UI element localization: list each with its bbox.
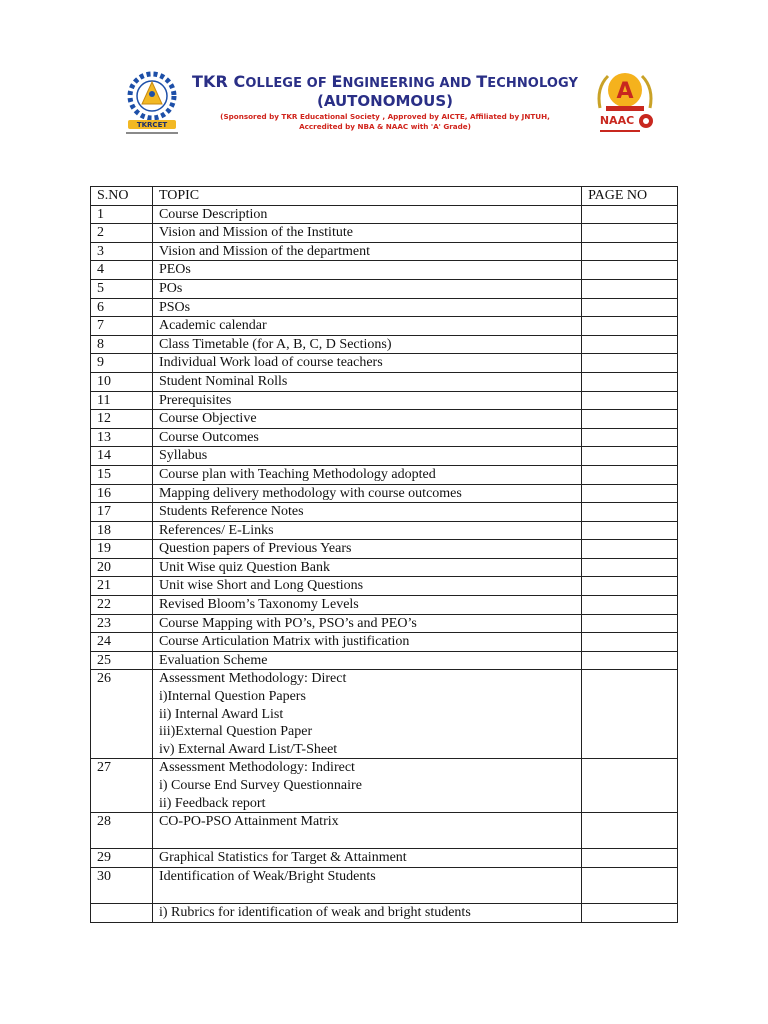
topic-cell <box>152 224 581 243</box>
topic-cell <box>152 596 581 615</box>
topic-cell <box>152 335 581 354</box>
topic-cell <box>152 428 581 447</box>
topic-line: References/ E-Links <box>158 522 274 538</box>
page-no-cell <box>582 521 678 540</box>
table-row <box>91 447 678 466</box>
sponsor-line-2: Accredited by NBA & NAAC with 'A' Grade) <box>299 122 471 131</box>
topic-line: ii) Feedback report <box>158 795 266 811</box>
topic-line: i)Internal Question Papers <box>158 689 306 705</box>
topic-line: Assessment Methodology: Indirect <box>158 760 355 776</box>
topic-line: Revised Bloom’s Taxonomy Levels <box>158 597 359 613</box>
topic-cell <box>152 317 581 336</box>
topic-line: CO-PO-PSO Attainment Matrix <box>158 814 339 830</box>
college-name-part: TKR C <box>191 72 246 91</box>
table-row <box>91 317 678 336</box>
table-row <box>91 354 678 373</box>
topic-line: Assessment Methodology: Direct <box>158 671 347 687</box>
table-header-row <box>91 187 678 206</box>
topic-line: Students Reference Notes <box>158 504 304 520</box>
topic-line: PSOs <box>158 299 191 315</box>
topic-line: Individual Work load of course teachers <box>158 355 383 371</box>
topic-cell <box>152 651 581 670</box>
table-row <box>91 484 678 503</box>
column-header-page-no: PAGE NO <box>582 187 678 206</box>
table-row <box>91 261 678 280</box>
sno-cell: 1 <box>91 205 153 224</box>
sno-cell: 18 <box>91 521 153 540</box>
sno-cell: 26 <box>91 670 153 759</box>
topic-line: Academic calendar <box>158 318 267 334</box>
table-row <box>91 670 678 759</box>
college-name-part: T <box>476 72 488 91</box>
topic-cell <box>152 279 581 298</box>
table-row <box>91 614 678 633</box>
topic-line: Unit wise Short and Long Questions <box>158 578 364 594</box>
topic-cell <box>152 447 581 466</box>
topic-line: Student Nominal Rolls <box>158 373 288 389</box>
topic-line: POs <box>158 280 183 296</box>
topic-cell <box>152 759 581 813</box>
topic-cell <box>152 391 581 410</box>
topic-cell <box>152 577 581 596</box>
topic-line: Course plan with Teaching Methodology adopted <box>158 466 436 482</box>
table-row <box>91 577 678 596</box>
page-no-cell <box>582 596 678 615</box>
topic-line: Course Articulation Matrix with justification <box>158 634 410 650</box>
college-name-part: ECHNOLOGY <box>487 76 579 91</box>
sno-cell: 19 <box>91 540 153 559</box>
page-no-cell <box>582 279 678 298</box>
sno-cell: 8 <box>91 335 153 354</box>
page-no-cell <box>582 558 678 577</box>
topic-cell <box>152 465 581 484</box>
table-row <box>91 279 678 298</box>
topic-cell <box>152 633 581 652</box>
table-row <box>91 372 678 391</box>
naac-logo-text: NAAC <box>599 114 635 127</box>
sno-cell: 17 <box>91 503 153 522</box>
page-no-cell <box>582 242 678 261</box>
page-no-cell <box>582 670 678 759</box>
table-row <box>91 298 678 317</box>
topic-line: Question papers of Previous Years <box>158 541 352 557</box>
letterhead <box>110 66 670 146</box>
topic-line: Evaluation Scheme <box>158 652 268 668</box>
sno-cell: 6 <box>91 298 153 317</box>
sno-cell: 5 <box>91 279 153 298</box>
topic-line: ii) Internal Award List <box>158 706 284 722</box>
table-row <box>91 904 678 923</box>
topic-line: i) Rubrics for identification of weak and bright students <box>158 905 471 921</box>
sno-cell <box>91 904 153 923</box>
sponsor-line-1: (Sponsored by TKR Educational Society , Approved by AICTE, Affiliated by JNTUH, <box>220 112 550 121</box>
topic-cell <box>152 867 581 903</box>
page-no-cell <box>582 540 678 559</box>
page-no-cell <box>582 503 678 522</box>
sno-cell: 9 <box>91 354 153 373</box>
sno-cell: 24 <box>91 633 153 652</box>
topic-line: Vision and Mission of the Institute <box>158 225 353 241</box>
column-header-sno: S.NO <box>91 187 153 206</box>
topic-line: Unit Wise quiz Question Bank <box>158 559 331 575</box>
topic-cell <box>152 558 581 577</box>
table-row <box>91 335 678 354</box>
table-row <box>91 224 678 243</box>
topic-line: Identification of Weak/Bright Students <box>158 868 376 884</box>
page-no-cell <box>582 335 678 354</box>
table-row <box>91 759 678 813</box>
page-no-cell <box>582 317 678 336</box>
page-no-cell <box>582 614 678 633</box>
topic-line <box>159 886 575 904</box>
page-no-cell <box>582 410 678 429</box>
table-row <box>91 465 678 484</box>
topic-line: Course Objective <box>158 411 257 427</box>
index-table <box>90 186 678 923</box>
page-no-cell <box>582 904 678 923</box>
sno-cell: 4 <box>91 261 153 280</box>
college-name-part: NGINEERING AND <box>342 76 477 91</box>
page-no-cell <box>582 298 678 317</box>
table-row <box>91 596 678 615</box>
table-row <box>91 391 678 410</box>
topic-cell <box>152 242 581 261</box>
topic-line <box>159 831 575 849</box>
table-row <box>91 633 678 652</box>
page-no-cell <box>582 391 678 410</box>
topic-line: Course Description <box>158 206 268 222</box>
college-name-part: E <box>331 72 343 91</box>
sno-cell: 14 <box>91 447 153 466</box>
sno-cell: 28 <box>91 813 153 849</box>
page-no-cell <box>582 465 678 484</box>
topic-cell <box>152 372 581 391</box>
page-no-cell <box>582 372 678 391</box>
page-no-cell <box>582 633 678 652</box>
topic-line: Course Mapping with PO’s, PSO’s and PEO’s <box>158 615 417 631</box>
table-row <box>91 867 678 903</box>
title-block <box>176 66 594 132</box>
sno-cell: 10 <box>91 372 153 391</box>
sno-cell: 12 <box>91 410 153 429</box>
page-no-cell <box>582 813 678 849</box>
sno-cell: 11 <box>91 391 153 410</box>
sno-cell: 30 <box>91 867 153 903</box>
table-row <box>91 205 678 224</box>
topic-line: Mapping delivery methodology with course outcomes <box>158 485 462 501</box>
sno-cell: 22 <box>91 596 153 615</box>
sno-cell: 16 <box>91 484 153 503</box>
page-no-cell <box>582 354 678 373</box>
sno-cell: 20 <box>91 558 153 577</box>
topic-cell <box>152 521 581 540</box>
topic-cell <box>152 614 581 633</box>
page-no-cell <box>582 447 678 466</box>
college-logo-text: TKRCET <box>136 121 168 129</box>
page-no-cell <box>582 205 678 224</box>
topic-line: iii)External Question Paper <box>158 724 313 740</box>
topic-cell <box>152 354 581 373</box>
page-no-cell <box>582 484 678 503</box>
page-no-cell <box>582 261 678 280</box>
table-row <box>91 849 678 868</box>
table-row <box>91 242 678 261</box>
page-no-cell <box>582 849 678 868</box>
topic-line: Prerequisites <box>158 392 232 408</box>
page-no-cell <box>582 577 678 596</box>
topic-cell <box>152 503 581 522</box>
topic-cell <box>152 670 581 759</box>
college-name-part: OLLEGE OF <box>245 76 332 91</box>
column-header-topic: TOPIC <box>152 187 581 206</box>
topic-cell <box>152 298 581 317</box>
autonomous-label: (AUTONOMOUS) <box>317 92 453 110</box>
topic-cell <box>152 813 581 849</box>
topic-line: PEOs <box>158 262 191 278</box>
table-row <box>91 410 678 429</box>
sno-cell: 27 <box>91 759 153 813</box>
sno-cell: 13 <box>91 428 153 447</box>
page-no-cell <box>582 224 678 243</box>
topic-cell <box>152 540 581 559</box>
table-row <box>91 540 678 559</box>
sno-cell: 7 <box>91 317 153 336</box>
sno-cell: 3 <box>91 242 153 261</box>
topic-line: Class Timetable (for A, B, C, D Sections) <box>158 336 392 352</box>
table-row <box>91 428 678 447</box>
sno-cell: 21 <box>91 577 153 596</box>
table-row <box>91 558 678 577</box>
topic-line: Syllabus <box>158 448 208 464</box>
topic-line: Graphical Statistics for Target & Attainment <box>158 850 407 866</box>
sno-cell: 23 <box>91 614 153 633</box>
topic-cell <box>152 904 581 923</box>
topic-line: Course Outcomes <box>158 429 259 445</box>
table-row <box>91 813 678 849</box>
topic-cell <box>152 205 581 224</box>
naac-logo <box>592 68 658 138</box>
table-row <box>91 651 678 670</box>
topic-cell <box>152 261 581 280</box>
sno-cell: 15 <box>91 465 153 484</box>
college-name <box>176 72 594 91</box>
page-no-cell <box>582 759 678 813</box>
college-logo <box>120 68 184 138</box>
table-row <box>91 503 678 522</box>
page-no-cell <box>582 651 678 670</box>
naac-grade-letter: A <box>616 79 634 104</box>
topic-cell <box>152 849 581 868</box>
page-no-cell <box>582 428 678 447</box>
table-row <box>91 521 678 540</box>
topic-line: Vision and Mission of the department <box>158 243 371 259</box>
sno-cell: 25 <box>91 651 153 670</box>
topic-cell <box>152 410 581 429</box>
topic-line: i) Course End Survey Questionnaire <box>158 778 362 793</box>
topic-cell <box>152 484 581 503</box>
sno-cell: 29 <box>91 849 153 868</box>
sno-cell: 2 <box>91 224 153 243</box>
page-no-cell <box>582 867 678 903</box>
topic-line: iv) External Award List/T-Sheet <box>158 741 338 757</box>
